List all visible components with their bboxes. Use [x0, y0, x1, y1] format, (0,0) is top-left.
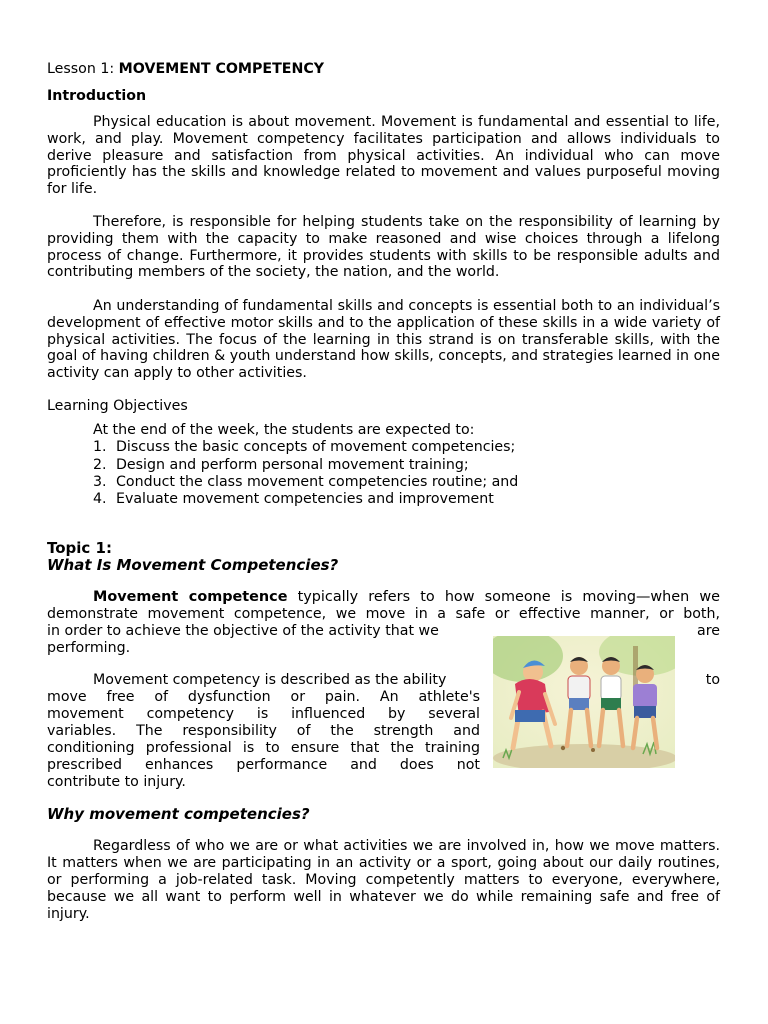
introduction-heading: Introduction	[47, 88, 147, 104]
list-item: 3. Conduct the class movement competencies routine; and	[93, 473, 519, 490]
list-item: 2. Design and perform personal movement training;	[93, 456, 469, 473]
topic-paragraph-line: movement competency is influenced by several	[47, 706, 480, 722]
topic-title: What Is Movement Competencies?	[47, 556, 339, 574]
topic-paragraph-line: variables. The responsibility of the strength and	[47, 723, 480, 739]
topic-label: Topic 1:	[47, 539, 112, 557]
intro-paragraph-3: An understanding of fundamental skills and concepts is essential both to an individual’s development of effective motor skills and to the application of these skills in a wide variety of physical activities. The focus of the learning in this strand is on transferable skills, with the goal of having children & youth understand how skills, concepts, and strategies learned in one activity can apply to other activities.	[47, 298, 720, 382]
topic-paragraph-line: Movement competency is described as the ability	[93, 672, 447, 688]
topic-paragraph-line: prescribed enhances performance and does not	[47, 757, 480, 773]
lesson-title: Lesson 1: MOVEMENT COMPETENCY	[47, 61, 325, 77]
topic-paragraph-line: demonstrate movement competence, we move in a safe or effective manner, or both,	[47, 606, 720, 622]
objectives-list	[93, 422, 693, 508]
children-playing-illustration	[493, 636, 675, 768]
topic-paragraph-line: to	[705, 672, 720, 688]
why-paragraph: Regardless of who we are or what activities we are involved in, how we move matters. It matters when we are participating in an activity or a sport, going about our daily routines, or performing a job-related task. Moving competently matters to everyone, everywhere, because we all want to perform well in whatever we do while remaining safe and free of injury.	[47, 838, 720, 922]
topic-paragraph-line: conditioning professional is to ensure that the training	[47, 740, 480, 756]
list-item: 4. Evaluate movement competencies and improvement	[93, 491, 494, 508]
objectives-intro: At the end of the week, the students are expected to:	[93, 422, 475, 438]
topic-paragraph-line: Movement competence typically refers to how someone is moving—when we	[93, 589, 721, 605]
topic-paragraph-line: contribute to injury.	[47, 774, 186, 790]
topic-paragraph-line: move free of dysfunction or pain. An athlete's	[47, 689, 480, 705]
topic-paragraph-line: performing.	[47, 640, 131, 656]
intro-paragraph-2: Therefore, is responsible for helping students take on the responsibility of learning by providing them with the capacity to make reasoned and wise choices through a lifelong process of change. Furthermore, it provides students with skills to be responsible adults and contributing members of the society, the nation, and the world.	[47, 214, 720, 281]
topic-paragraph-line: are	[697, 623, 720, 639]
topic-paragraph-line: in order to achieve the objective of the activity that we	[47, 623, 439, 639]
intro-paragraph-1: Physical education is about movement. Movement is fundamental and essential to life, work, and play. Movement competency facilitates participation and allows individuals to derive pleasure and satisfaction from physical activities. An individual who can move proficiently has the skills and knowledge related to movement and values purposeful moving for life.	[47, 114, 720, 198]
list-item: 1. Discuss the basic concepts of movement competencies;	[93, 439, 516, 456]
objectives-heading: Learning Objectives	[47, 398, 188, 414]
why-heading: Why movement competencies?	[47, 805, 310, 823]
